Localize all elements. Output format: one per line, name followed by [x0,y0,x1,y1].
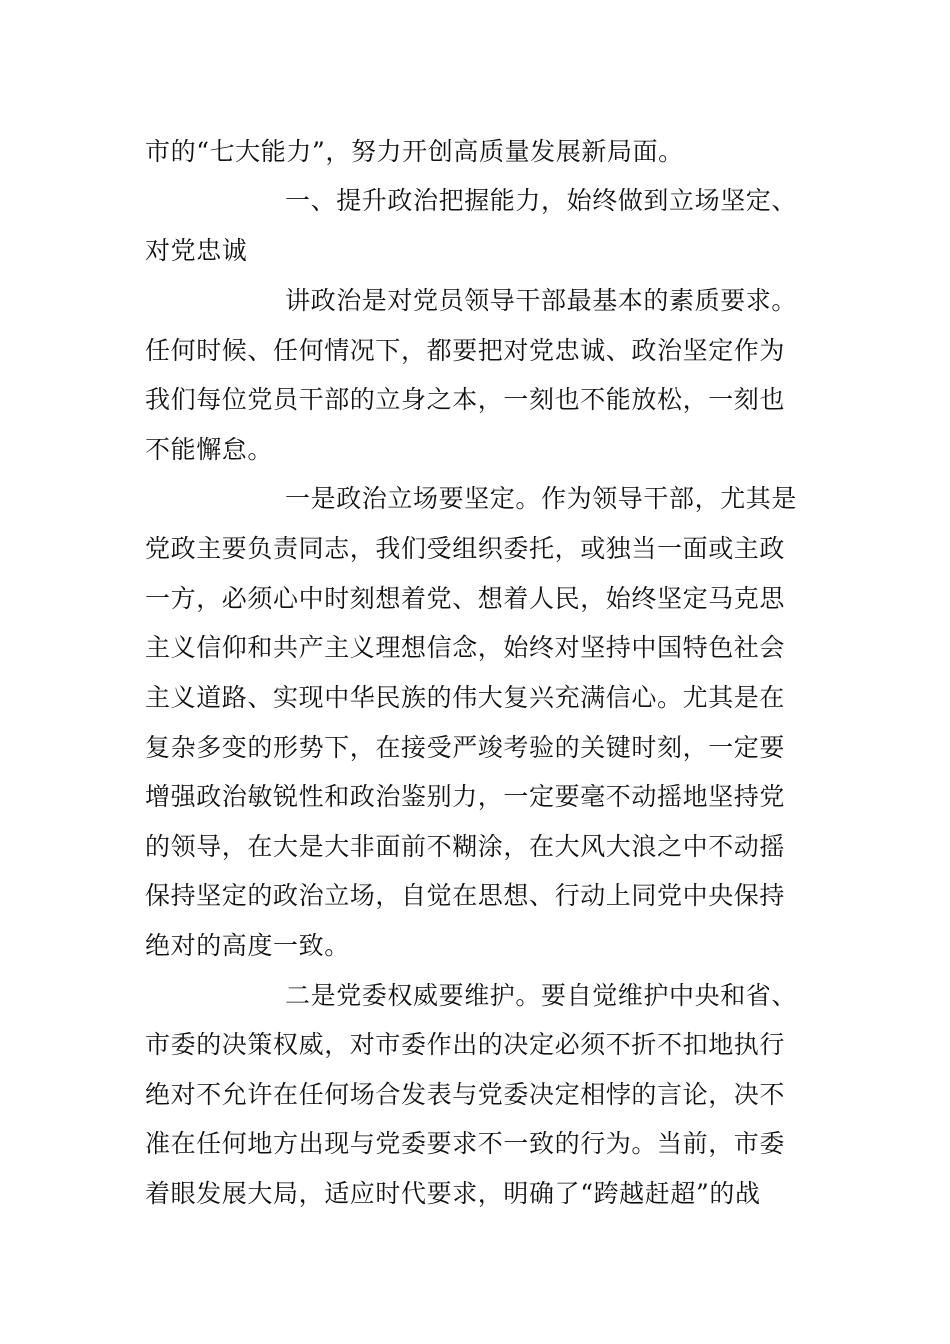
text-line: 绝对不允许在任何场合发表与党委决定相悖的言论，决不 [145,1080,786,1109]
text-line: 增强政治敏锐性和政治鉴别力，一定要毫不动摇地坚持党 [145,782,786,811]
paragraph-first-line: 讲政治是对党员领导干部最基本的素质要求。 [285,286,798,315]
text-line: 任何时候、任何情况下，都要把对党忠诚、政治坚定作为 [145,336,786,365]
text-line: 复杂多变的形势下，在接受严竣考验的关键时刻，一定要 [145,733,786,762]
section-heading-line: 一、提升政治把握能力，始终做到立场坚定、 [285,186,798,215]
paragraph-first-line: 一是政治立场要坚定。作为领导干部，尤其是 [285,484,798,513]
text-line: 市的“七大能力”，努力开创高质量发展新局面。 [145,137,684,166]
text-line: 的领导，在大是大非面前不糊涂，在大风大浪之中不动摇 [145,832,786,861]
text-line: 绝对的高度一致。 [145,931,350,960]
text-line: 不能懈怠。 [145,435,274,464]
text-line: 主义道路、实现中华民族的伟大复兴充满信心。尤其是在 [145,683,786,712]
paragraph-first-line: 二是党委权威要维护。要自觉维护中央和省、 [285,981,798,1010]
text-line: 保持坚定的政治立场，自觉在思想、行动上同党中央保持 [145,881,786,910]
text-line: 一方，必须心中时刻想着党、想着人民，始终坚定马克思 [145,584,786,613]
text-line: 着眼发展大局，适应时代要求，明确了“跨越赶超”的战 [145,1179,761,1208]
text-line: 市委的决策权威，对市委作出的决定必须不折不扣地执行 [145,1030,786,1059]
text-line: 党政主要负责同志，我们受组织委托，或独当一面或主政 [145,534,786,563]
text-line: 主义信仰和共产主义理想信念，始终对坚持中国特色社会 [145,633,786,662]
section-heading-line: 对党忠诚 [145,236,248,265]
text-line: 我们每位党员干部的立身之本，一刻也不能放松，一刻也 [145,385,786,414]
text-line: 准在任何地方出现与党委要求不一致的行为。当前，市委 [145,1129,786,1158]
